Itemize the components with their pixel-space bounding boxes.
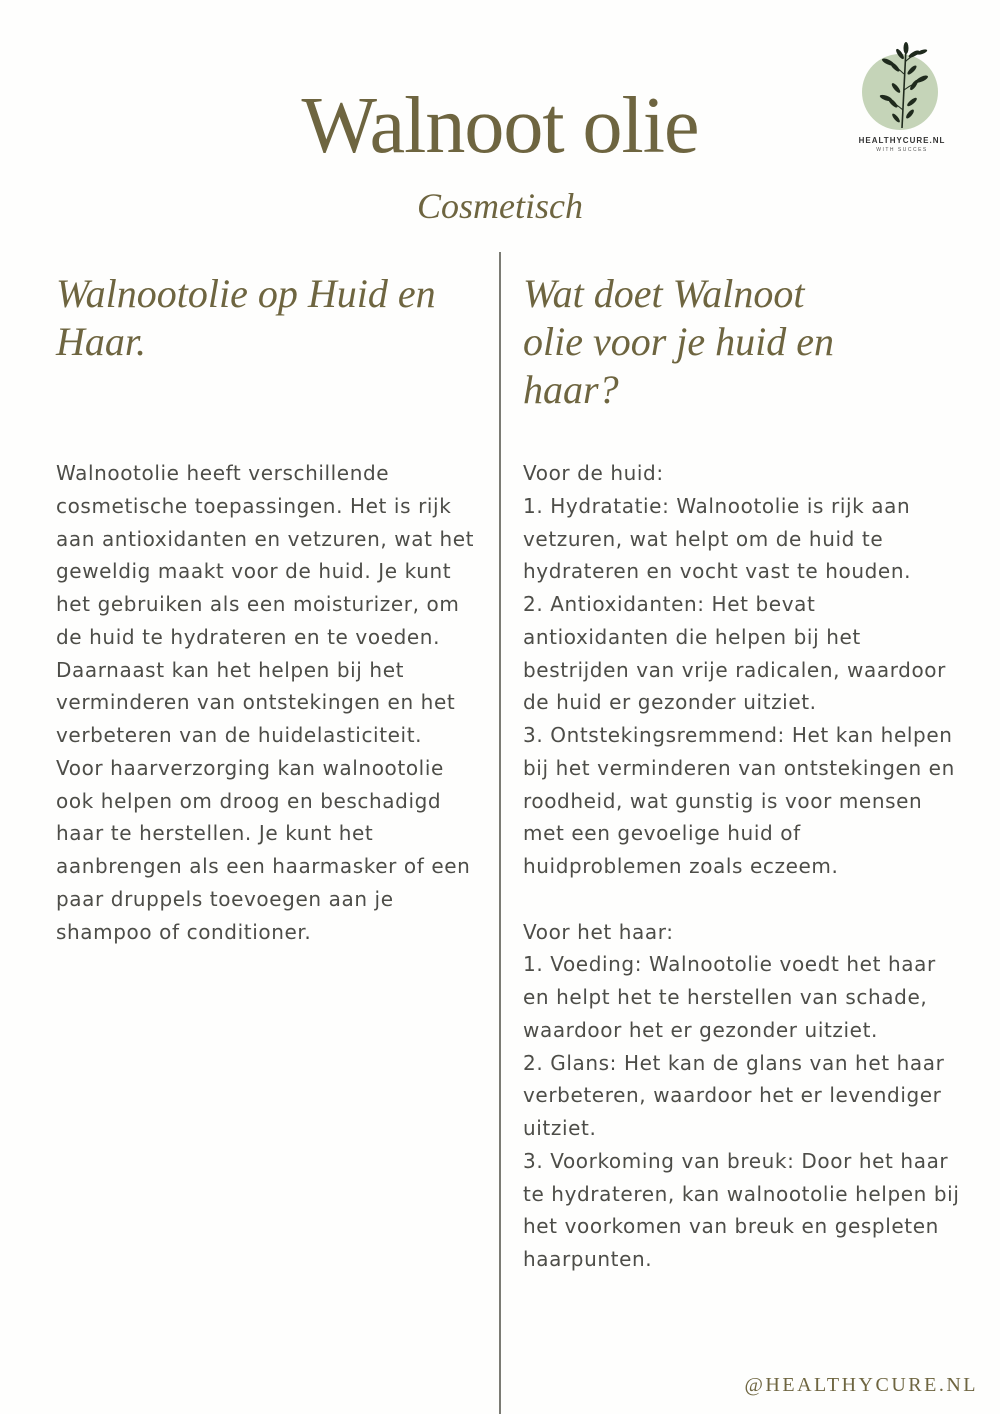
brand-logo [838,40,966,160]
logo-tagline: WITH SUCCES [876,147,928,153]
social-handle: @HEALTHYCURE.NL [744,1374,978,1396]
page-title: Walnoot olie [301,82,699,170]
left-column-body: Walnootolie heeft verschillende cosmetische toepassingen. Het is rijk aan antioxidanten en vetzuren, wat het geweldig maakt voor de huid. Je kunt het gebruiken als een moisturizer, om de huid te hydrateren en te voeden. Daarnaast kan het helpen bij het verminderen van ontstekingen en het verbeteren van de huidelasticiteit. Voor haarverzorging kan walnootolie ook helpen om droog en beschadigd haar te herstellen. Je kunt het aanbrengen als een haarmasker of een paar druppels toevoegen aan je shampoo of conditioner. [56,461,475,944]
leaf-branch-icon [862,40,942,134]
left-column-heading: Walnootolie op Huid en Haar. [56,271,436,364]
column-divider [499,252,501,1414]
page-subtitle: Cosmetisch [417,186,583,226]
right-column-body: Voor de huid: 1. Hydratatie: Walnootolie is rijk aan vetzuren, wat helpt om de huid te hydrateren en vocht vast te houden. 2. Antioxidanten: Het bevat antioxidanten die helpen bij het bestrijden van vrije radicalen, waardoor de huid er gezonder uitziet. 3. Ontstekingsremmend: Het kan helpen bij het verminderen van ontstekingen en roodheid, wat gunstig is voor mensen met een gevoelige huid of huidproblemen zoals eczeem. Voor het haar: 1. Voeding: Walnootolie voedt het haar en helpt het te herstellen van schade, waardoor het er gezonder uitziet. 2. Glans: Het kan de glans van het haar verbeteren, waardoor het er levendiger uitziet. 3. Voorkoming van breuk: Door het haar te hydrateren, kan walnootolie helpen bij het voorkomen van breuk en gespleten haarpunten. [523,461,960,1271]
logo-brand-name: HEALTHYCURE.NL [858,136,946,145]
right-column-heading: Wat doet Walnoot olie voor je huid en haar? [523,271,835,412]
